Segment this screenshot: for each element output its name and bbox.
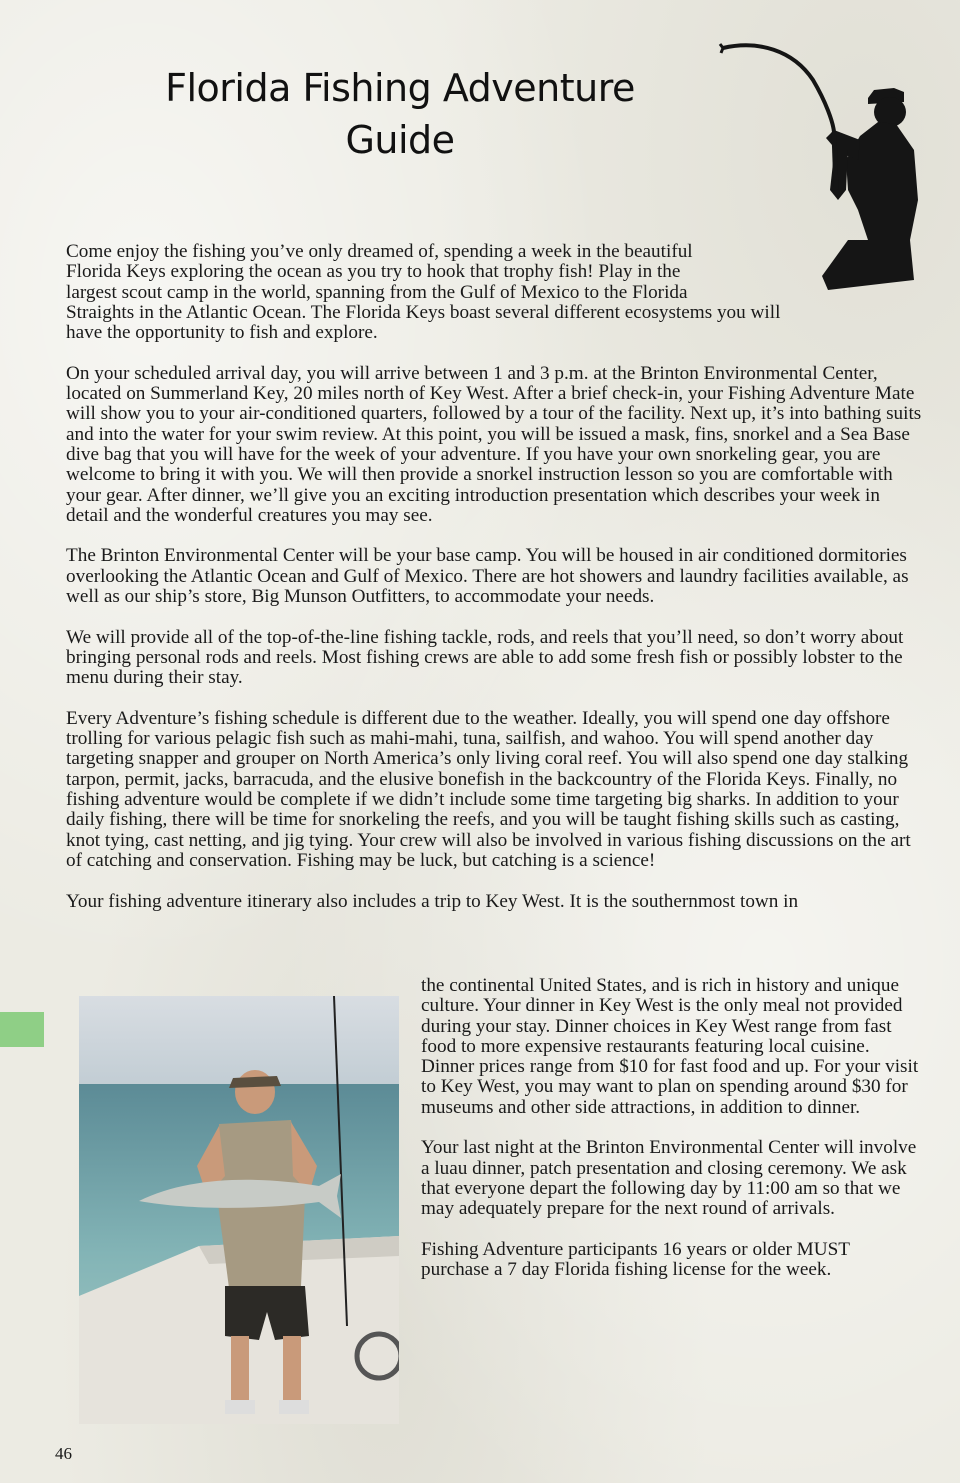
section-tab xyxy=(0,1012,44,1047)
intro-line: have the opportunity to fish and explore. xyxy=(66,322,378,344)
paragraph-key-west-lead: Your fishing adventure itinerary also includes a trip to Key West. It is the southernmost town in xyxy=(66,890,799,912)
intro-line: Florida Keys exploring the ocean as you try to hook that trophy fish! Play in the xyxy=(66,261,681,283)
paragraph-base-camp: The Brinton Environmental Center will be your base camp. You will be housed in air conditioned dormitories overlooking the Atlantic Ocean and Gulf of Mexico. There are hot showers and laundry facilities available, as well as our ship’s store, Big Munson Outfitters, to accommodate your needs. xyxy=(66,545,909,608)
side-column xyxy=(421,976,921,1301)
paragraph-schedule: Every Adventure’s fishing schedule is different due to the weather. Ideally, you will spend one day offshore trolling for various pelagic fish such as mahi-mahi, tuna, sailfish, and wahoo. You will spend another day targeting snapper and grouper on North America’s only living coral reef. You will also spend one day stalking tarpon, permit, jacks, barracuda, and the elusive bonefish in the backcountry of the Florida Keys. Finally, no fishing adventure would be complete if we didn’t include some time targeting big sharks. In addition to your daily fishing, there will be time for snorkeling the reefs, and you will be taught fishing skills such as casting, knot tying, cast netting, and jig tying. Your crew will also be involved in various fishing discussions on the art of catching and conservation. Fishing may be luck, but catching is a science! xyxy=(66,707,911,871)
page-title: Florida Fishing Adventure Guide xyxy=(165,66,635,162)
intro-line: largest scout camp in the world, spanning from the Gulf of Mexico to the Florida xyxy=(66,281,688,303)
paragraph-key-west: the continental United States, and is rich in history and unique culture. Your dinner in Key West is the only meal not provided during your stay. Dinner choices in Key West range from fast food to more expensive restaurants featuring local cuisine. Dinner prices range from $10 for fast food and up. For your visit to Key West, you may want to plan on spending around $30 for museums and other side attractions, in addition to dinner. xyxy=(421,975,919,1118)
paragraph-intro xyxy=(66,242,926,343)
boy-with-fish-photo xyxy=(79,996,399,1424)
paragraph-arrival: On your scheduled arrival day, you will arrive between 1 and 3 p.m. at the Brinton Environmental Center, located on Summerland Key, 20 miles north of Key West. After a brief check-in, your Fishing Adventure Mate will show you to your air-conditioned quarters, followed by a tour of the facility. Next up, it’s into bathing suits and into the water for your swim review. At this point, you will be issued a mask, fins, snorkel and a Sea Base dive bag that you will have for the week of your adventure. If you have your own snorkeling gear, you are welcome to bring it with you. We will then provide a snorkel instruction lesson so you are comfortable with your gear. After dinner, we’ll give you an exciting introduction presentation which describes your week in detail and the wonderful creatures you may see. xyxy=(66,362,922,526)
intro-line: Straights in the Atlantic Ocean. The Florida Keys boast several different ecosystems you will xyxy=(66,301,781,323)
paragraph-license: Fishing Adventure participants 16 years or older MUST purchase a 7 day Florida fishing license for the week. xyxy=(421,1238,850,1281)
main-text xyxy=(66,242,926,932)
paragraph-last-night: Your last night at the Brinton Environmental Center will involve a luau dinner, patch presentation and closing ceremony. We ask that everyone depart the following day by 11:00 am so that we may adequately prepare for the next round of arrivals. xyxy=(421,1137,917,1220)
page-number: 46 xyxy=(55,1444,72,1463)
paragraph-tackle: We will provide all of the top-of-the-line fishing tackle, rods, and reels that you’ll need, so don’t worry about bringing personal rods and reels. Most fishing crews are able to add some fresh fish or possibly lobster to the menu during their stay. xyxy=(66,626,904,689)
intro-line: Come enjoy the fishing you’ve only dreamed of, spending a week in the beautiful xyxy=(66,241,693,262)
